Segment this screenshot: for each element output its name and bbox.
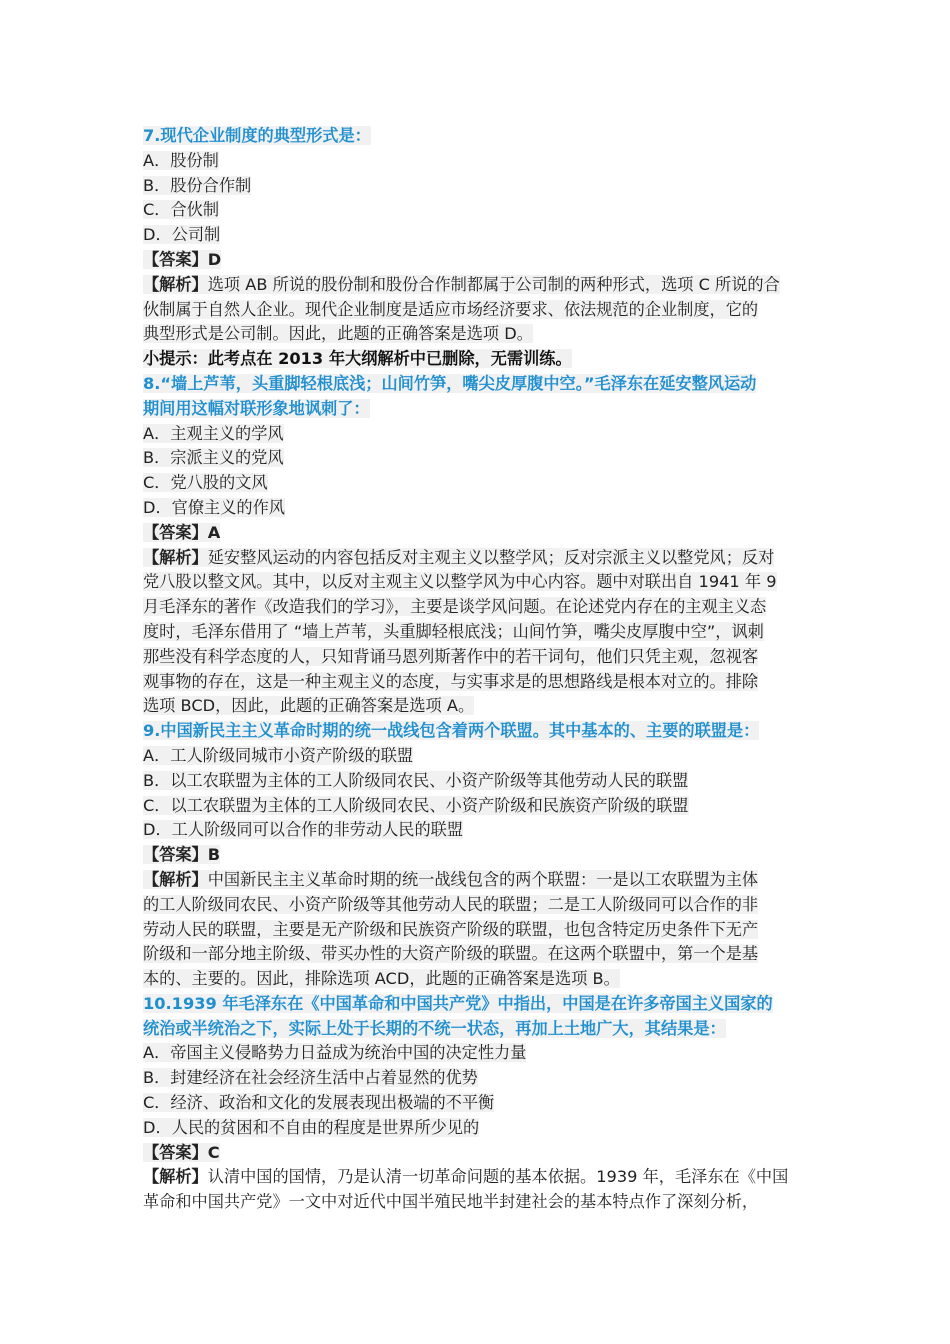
- q9-answer: 【答案】B: [143, 845, 221, 865]
- question-10-title: 统治或半统治之下，实际上处于长期的不统一状态，再加上土地广大，其结果是：: [143, 1018, 726, 1038]
- q8-analysis-line: 选项 BCD，因此，此题的正确答案是选项 A。: [143, 696, 475, 716]
- q7-analysis-tag: 【解析】: [143, 274, 208, 294]
- q7-answer: 【答案】D: [143, 249, 222, 269]
- q8-answer: 【答案】A: [143, 522, 221, 542]
- q8-analysis-line: 月毛泽东的著作《改造我们的学习》，主要是谈学风问题。在论述党内存在的主观主义态: [143, 597, 767, 617]
- q7-option-c: C．合伙制: [143, 200, 220, 220]
- q8-option-a: A．主观主义的学风: [143, 423, 284, 443]
- q9-option-d: D．工人阶级同可以合作的非劳动人民的联盟: [143, 820, 464, 840]
- q9-analysis-line: 中国新民主主义革命时期的统一战线包含的两个联盟：一是以工农联盟为主体: [207, 869, 759, 889]
- q10-analysis-line: 革命和中国共产党》一文中对近代中国半殖民地半封建社会的基本特点作了深刻分析，: [143, 1192, 759, 1212]
- question-8-title: 8.“墙上芦苇，头重脚轻根底浅；山间竹笋，嘴尖皮厚腹中空。”毛泽东在延安整风运动: [143, 373, 757, 393]
- q8-option-b: B．宗派主义的党风: [143, 448, 284, 468]
- document-page: [143, 124, 809, 1215]
- question-8-title: 期间用这幅对联形象地讽刺了：: [143, 398, 370, 418]
- q10-answer: 【答案】C: [143, 1142, 220, 1162]
- q7-tip: 小提示：此考点在 2013 年大纲解析中已删除，无需训练。: [143, 349, 572, 369]
- question-10-title: 10.1939 年毛泽东在《中国革命和中国共产党》中指出，中国是在许多帝国主义国家的: [143, 993, 773, 1013]
- q8-analysis-line: 党八股以整文风。其中，以反对主观主义以整学风为中心内容。题中对联出自 1941 年 9: [143, 572, 777, 592]
- q10-option-a: A．帝国主义侵略势力日益成为统治中国的决定性力量: [143, 1043, 527, 1063]
- q9-analysis-line: 劳动人民的联盟，主要是无产阶级和民族资产阶级的联盟，也包含特定历史条件下无产: [143, 919, 759, 939]
- question-9-title: 9.中国新民主主义革命时期的统一战线包含着两个联盟。其中基本的、主要的联盟是：: [143, 721, 760, 741]
- q7-analysis-line: 伙制属于自然人企业。现代企业制度是适应市场经济要求、依法规范的企业制度，它的: [143, 299, 759, 319]
- q7-option-d: D．公司制: [143, 225, 221, 245]
- q7-option-b: B．股份合作制: [143, 175, 252, 195]
- q8-analysis-line: 那些没有科学态度的人，只知背诵马恩列斯著作中的若干词句，他们只凭主观，忽视客: [143, 646, 759, 666]
- q7-option-a: A．股份制: [143, 150, 219, 170]
- q10-analysis-tag: 【解析】: [143, 1167, 208, 1187]
- q9-analysis-line: 阶级和一部分地主阶级、带买办性的大资产阶级的联盟。在这两个联盟中，第一个是基: [143, 944, 759, 964]
- q7-analysis-line: 选项 AB 所说的股份制和股份合作制都属于公司制的两种形式，选项 C 所说的合: [207, 274, 780, 294]
- q7-analysis-line: 典型形式是公司制。因此，此题的正确答案是选项 D。: [143, 324, 533, 344]
- q10-option-d: D．人民的贫困和不自由的程度是世界所少见的: [143, 1117, 480, 1137]
- q9-analysis-line: 的工人阶级同农民、小资产阶级等其他劳动人民的联盟；二是工人阶级同可以合作的非: [143, 894, 759, 914]
- q9-option-a: A．工人阶级同城市小资产阶级的联盟: [143, 745, 414, 765]
- q10-option-b: B．封建经济在社会经济生活中占着显然的优势: [143, 1068, 478, 1088]
- q8-analysis-tag: 【解析】: [143, 547, 208, 567]
- question-7-title: 7.现代企业制度的典型形式是：: [143, 126, 371, 145]
- q9-analysis-tag: 【解析】: [143, 869, 208, 889]
- q10-option-c: C．经济、政治和文化的发展表现出极端的不平衡: [143, 1093, 495, 1113]
- q8-option-c: C．党八股的文风: [143, 473, 268, 493]
- q10-analysis-line: 认清中国的国情，乃是认清一切革命问题的基本依据。1939 年，毛泽东在《中国: [207, 1167, 789, 1187]
- q9-option-c: C．以工农联盟为主体的工人阶级同农民、小资产阶级和民族资产阶级的联盟: [143, 795, 689, 815]
- q9-analysis-line: 本的、主要的。因此，排除选项 ACD，此题的正确答案是选项 B。: [143, 969, 620, 989]
- q9-option-b: B．以工农联盟为主体的工人阶级同农民、小资产阶级等其他劳动人民的联盟: [143, 770, 689, 790]
- q8-analysis-line: 度时，毛泽东借用了 “墙上芦苇，头重脚轻根底浅；山间竹笋，嘴尖皮厚腹中空”，讽刺: [143, 621, 764, 641]
- q8-option-d: D．官僚主义的作风: [143, 497, 285, 517]
- q8-analysis-line: 延安整风运动的内容包括反对主观主义以整学风；反对宗派主义以整党风；反对: [207, 547, 775, 567]
- q8-analysis-line: 观事物的存在，这是一种主观主义的态度，与实事求是的思想路线是根本对立的。排除: [143, 671, 759, 691]
